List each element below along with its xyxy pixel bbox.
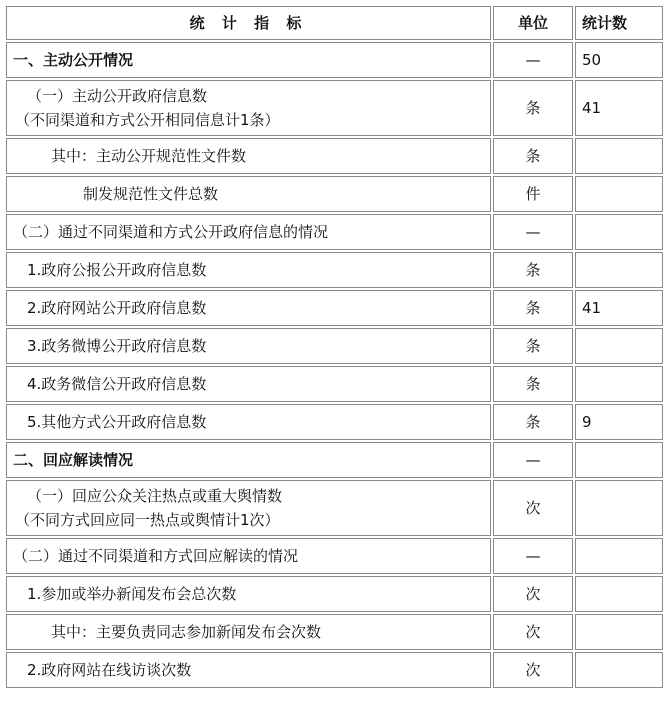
- row-indicator-line2: （不同方式回应同一热点或舆情计1次）: [15, 511, 280, 529]
- table-row: [6, 538, 663, 574]
- table-row: [6, 614, 663, 650]
- row-indicator: 二、回应解读情况: [6, 442, 491, 478]
- row-indicator: （二）通过不同渠道和方式公开政府信息的情况: [6, 214, 491, 250]
- row-unit: 条: [493, 252, 573, 288]
- row-count: [575, 138, 663, 174]
- row-unit: 条: [493, 404, 573, 440]
- header-count: 统计数: [575, 6, 663, 40]
- row-unit: 条: [493, 138, 573, 174]
- row-unit: —: [493, 538, 573, 574]
- row-count: [575, 214, 663, 250]
- row-indicator-line1: （一）主动公开政府信息数: [27, 87, 208, 105]
- table-row: [6, 480, 663, 536]
- row-unit: —: [493, 442, 573, 478]
- row-unit: 条: [493, 366, 573, 402]
- table-row: [6, 214, 663, 250]
- row-count: 41: [575, 80, 663, 136]
- table-row: [6, 442, 663, 478]
- table-row: [6, 328, 663, 364]
- table-row: [6, 42, 663, 78]
- row-count: [575, 176, 663, 212]
- row-indicator: （二）通过不同渠道和方式回应解读的情况: [6, 538, 491, 574]
- row-unit: 条: [493, 80, 573, 136]
- row-indicator: 3.政务微博公开政府信息数: [6, 328, 491, 364]
- row-count: [575, 576, 663, 612]
- row-indicator: 1.参加或举办新闻发布会总次数: [6, 576, 491, 612]
- row-indicator: [6, 480, 491, 536]
- row-count: [575, 480, 663, 536]
- table-row: [6, 290, 663, 326]
- row-count: [575, 442, 663, 478]
- row-indicator: 2.政府网站公开政府信息数: [6, 290, 491, 326]
- header-unit: 单位: [493, 6, 573, 40]
- row-count: [575, 252, 663, 288]
- row-unit: —: [493, 42, 573, 78]
- row-indicator: [6, 80, 491, 136]
- row-count: 50: [575, 42, 663, 78]
- table-row: [6, 404, 663, 440]
- row-indicator: 一、主动公开情况: [6, 42, 491, 78]
- row-indicator: 5.其他方式公开政府信息数: [6, 404, 491, 440]
- row-indicator: 4.政务微信公开政府信息数: [6, 366, 491, 402]
- table-row: [6, 80, 663, 136]
- row-unit: —: [493, 214, 573, 250]
- row-count: [575, 328, 663, 364]
- table-row: [6, 652, 663, 688]
- table-row: [6, 366, 663, 402]
- row-count: [575, 538, 663, 574]
- row-unit: 条: [493, 328, 573, 364]
- row-indicator: 其中：主动公开规范性文件数: [6, 138, 491, 174]
- row-unit: 次: [493, 480, 573, 536]
- row-unit: 条: [493, 290, 573, 326]
- row-unit: 次: [493, 652, 573, 688]
- table-header-row: [6, 6, 663, 40]
- row-unit: 次: [493, 614, 573, 650]
- row-count: [575, 366, 663, 402]
- row-count: [575, 614, 663, 650]
- row-indicator-line1: （一）回应公众关注热点或重大舆情数: [27, 487, 283, 505]
- row-indicator: 其中：主要负责同志参加新闻发布会次数: [6, 614, 491, 650]
- row-unit: 次: [493, 576, 573, 612]
- row-count: 9: [575, 404, 663, 440]
- table-row: [6, 252, 663, 288]
- row-indicator: 1.政府公报公开政府信息数: [6, 252, 491, 288]
- statistics-table: [4, 4, 665, 690]
- table-row: [6, 138, 663, 174]
- header-indicator: 统 计 指 标: [6, 6, 491, 40]
- table-row: [6, 576, 663, 612]
- row-unit: 件: [493, 176, 573, 212]
- row-indicator: 制发规范性文件总数: [6, 176, 491, 212]
- row-count: [575, 652, 663, 688]
- row-count: 41: [575, 290, 663, 326]
- table-row: [6, 176, 663, 212]
- row-indicator: 2.政府网站在线访谈次数: [6, 652, 491, 688]
- row-indicator-line2: （不同渠道和方式公开相同信息计1条）: [15, 111, 280, 129]
